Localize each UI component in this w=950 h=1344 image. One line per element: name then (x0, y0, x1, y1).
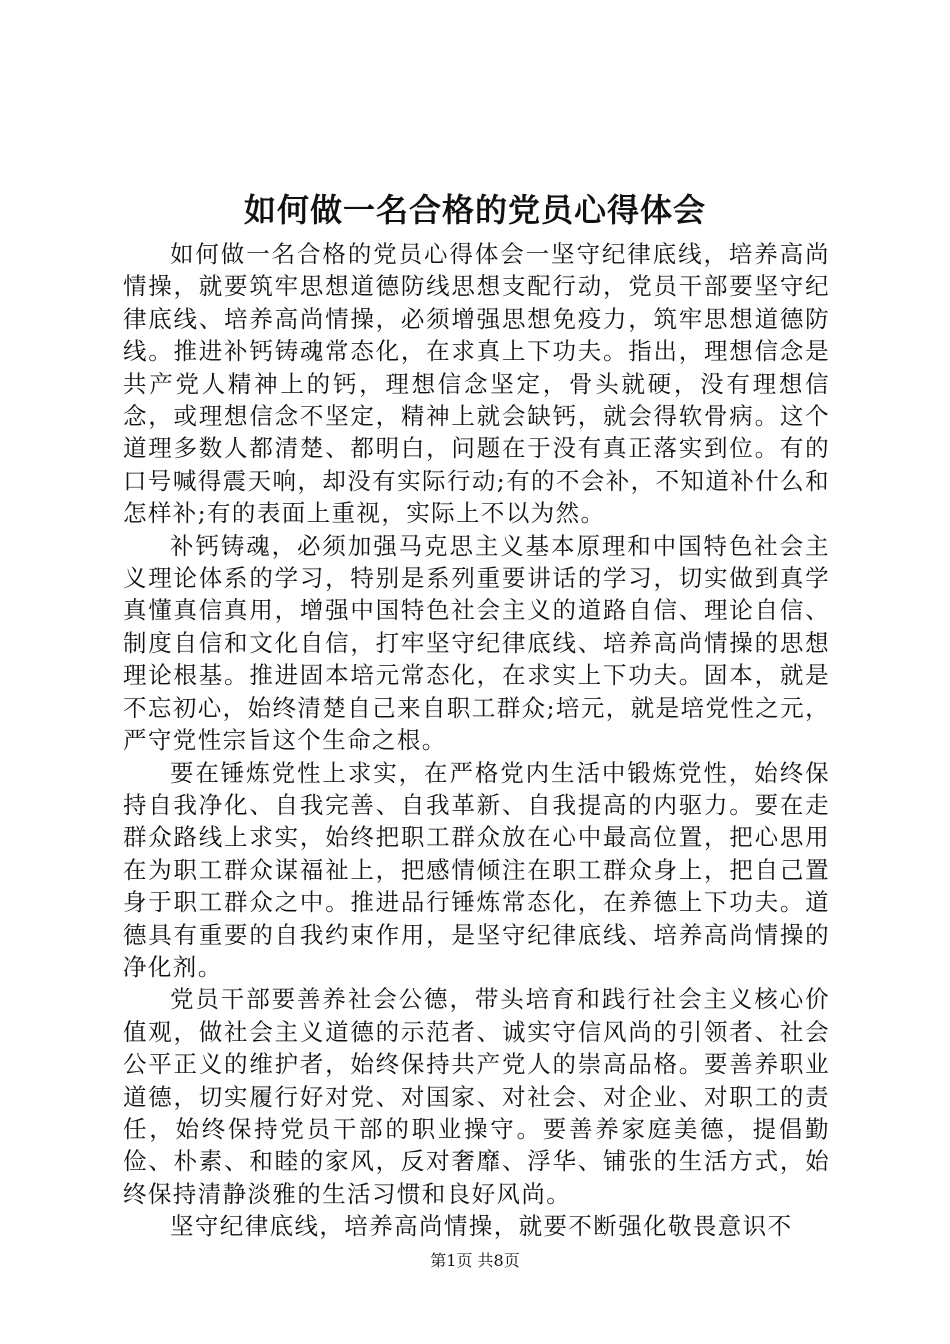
body-paragraph-2: 补钙铸魂，必须加强马克思主义基本原理和中国特色社会主义理论体系的学习，特别是系列重要讲话的学习，切实做到真学真懂真信真用，增强中国特色社会主义的道路自信、理论自信、制度自信和文化自信，打牢坚守纪律底线、培养高尚情操的思想理论根基。推进固本培元常态化，在求实上下功夫。固本，就是不忘初心，始终清楚自己来自职工群众;培元，就是培党性之元，严守党性宗旨这个生命之根。 (123, 531, 830, 755)
body-paragraph-3: 要在锤炼党性上求实，在严格党内生活中锻炼党性，始终保持自我净化、自我完善、自我革新、自我提高的内驱力。要在走群众路线上求实，始终把职工群众放在心中最高位置，把心思用在为职工群众谋福祉上，把感情倾注在职工群众身上，把自己置身于职工群众之中。推进品行锤炼常态化，在养德上下功夫。道德具有重要的自我约束作用，是坚守纪律底线、培养高尚情操的净化剂。 (123, 758, 830, 981)
page-footer: 第1页 共8页 (430, 1251, 520, 1270)
body-paragraph-4: 党员干部要善养社会公德，带头培育和践行社会主义核心价值观，做社会主义道德的示范者、诚实守信风尚的引领者、社会公平正义的维护者，始终保持共产党人的崇高品格。要善养职业道德，切实履行好对党、对国家、对社会、对企业、对职工的责任，始终保持党员干部的职业操守。要善养家庭美德，提倡勤俭、朴素、和睦的家风，反对奢靡、浮华、铺张的生活方式，始终保持清静淡雅的生活习惯和良好风尚。 (123, 985, 830, 1208)
document-body (123, 238, 830, 1243)
document-title: 如何做一名合格的党员心得体会 (243, 191, 706, 229)
body-paragraph-5: 坚守纪律底线，培养高尚情操，就要不断强化敬畏意识不 (170, 1212, 793, 1241)
body-paragraph-1: 如何做一名合格的党员心得体会一坚守纪律底线，培养高尚情操，就要筑牢思想道德防线思想支配行动，党员干部要坚守纪律底线、培养高尚情操，必须增强思想免疫力，筑牢思想道德防线。推进补钙铸魂常态化，在求真上下功夫。指出，理想信念是共产党人精神上的钙，理想信念坚定，骨头就硬，没有理想信念，或理想信念不坚定，精神上就会缺钙，就会得软骨病。这个道理多数人都清楚、都明白，问题在于没有真正落实到位。有的口号喊得震天响，却没有实际行动;有的不会补，不知道补什么和怎样补;有的表面上重视，实际上不以为然。 (123, 240, 830, 528)
